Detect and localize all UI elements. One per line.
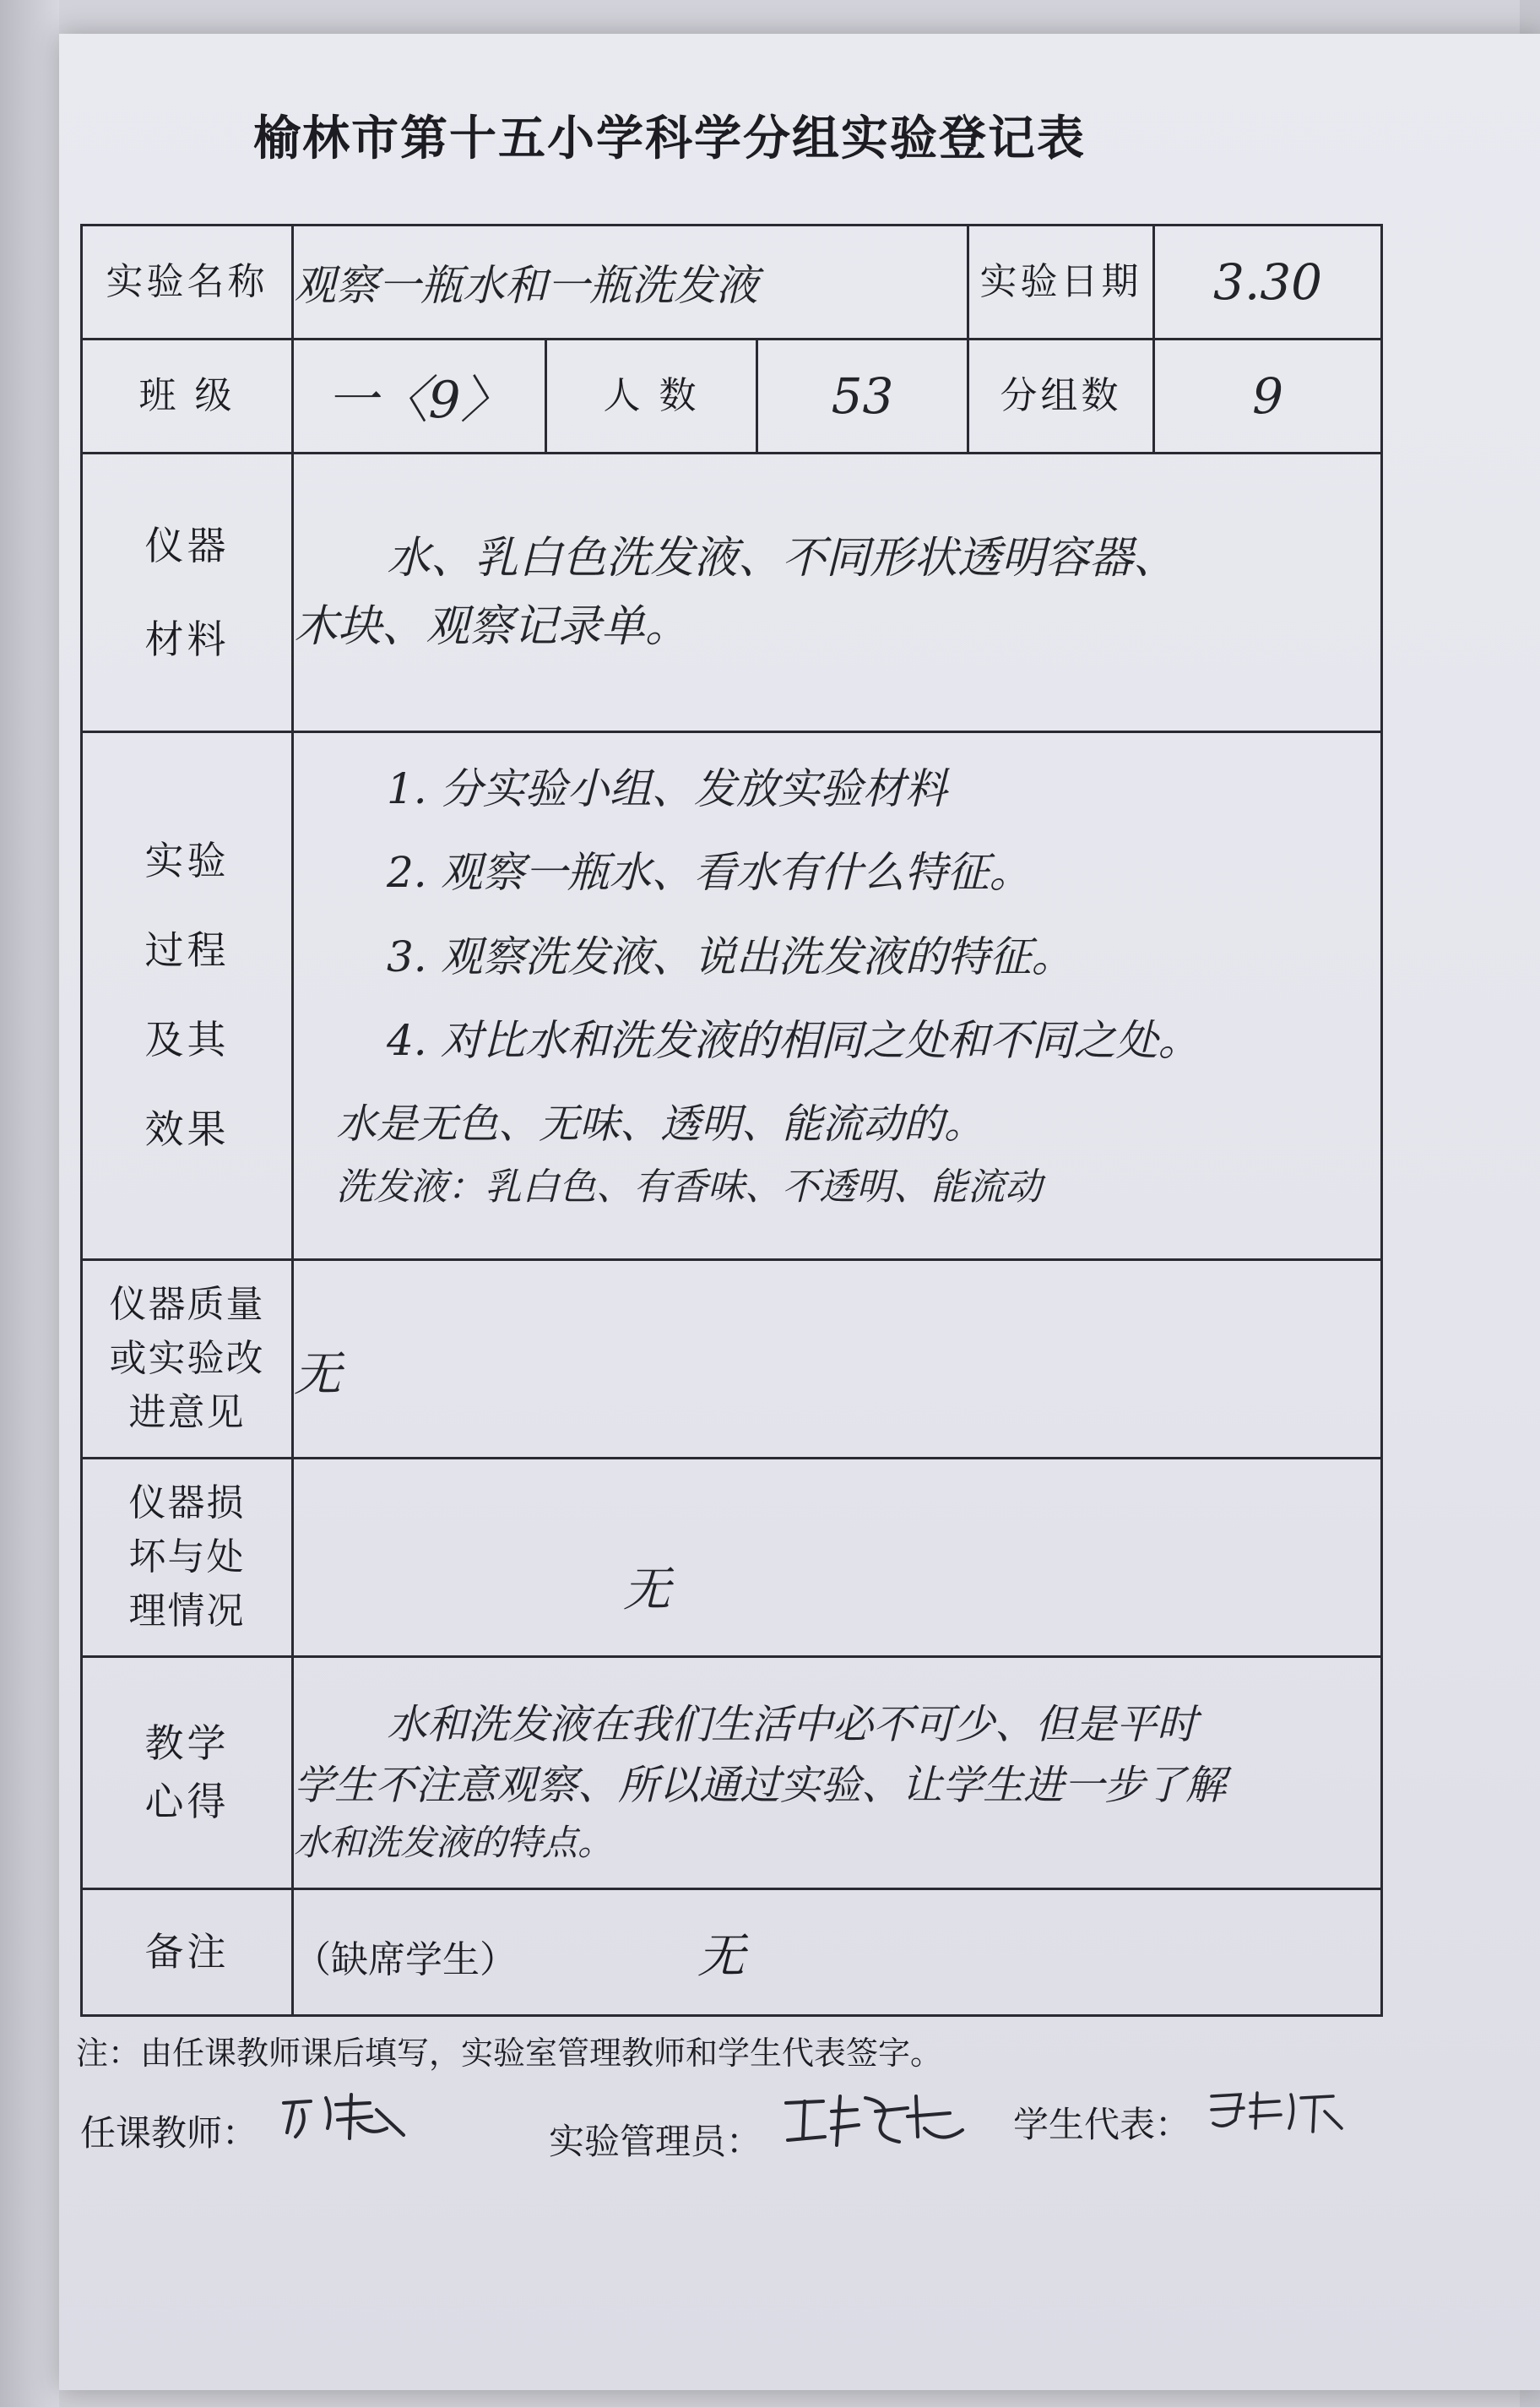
value-equipment [293, 454, 1382, 732]
teacher-signature-scrawl [277, 2086, 412, 2145]
value-reflection [293, 1657, 1382, 1889]
value-quality: 无 [293, 1260, 1382, 1459]
label-equipment-text: 仪器材料 [144, 523, 230, 662]
student-signature-scrawl [1207, 2086, 1350, 2137]
equipment-line-2: 木块、观察记录单。 [294, 600, 690, 652]
page-shadow-top [59, 0, 1540, 34]
label-damage-text: 仪器损坏与处理情况 [128, 1481, 246, 1633]
label-equipment [82, 454, 293, 732]
teacher-label: 任课教师： [80, 2112, 258, 2154]
process-step-4: 4. 对比水和洗发液的相同之处和不同之处。 [387, 1016, 1201, 1066]
process-observation-2: 洗发液：乳白色、有香味、不透明、能流动 [336, 1165, 1042, 1209]
row-remarks [82, 1889, 1382, 2016]
value-remarks [293, 1889, 1382, 2016]
value-experiment-name: 观察一瓶水和一瓶洗发液 [293, 225, 968, 340]
form-title: 榆林市第十五小学科学分组实验登记表 [253, 111, 1086, 166]
label-reflection-text: 教学心得 [144, 1720, 230, 1824]
value-damage: 无 [293, 1459, 1382, 1657]
value-process [293, 732, 1382, 1260]
admin-signature-scrawl [781, 2086, 975, 2154]
equipment-line-1: 水、乳白色洗发液、不同形状透明容器、 [387, 532, 1178, 584]
teacher-signature-row [80, 2086, 412, 2159]
student-label: 学生代表： [1013, 2104, 1191, 2145]
row-process [82, 732, 1382, 1260]
remarks-value: 无 [697, 1928, 745, 1984]
process-step-1: 1. 分实验小组、发放实验材料 [387, 763, 947, 813]
remarks-absent-label: （缺席学生） [294, 1937, 517, 1981]
label-headcount: 人 数 [546, 340, 757, 454]
admin-signature [781, 2105, 975, 2167]
footer-note: 注：由任课教师课后填写，实验室管理教师和学生代表签字。 [76, 2035, 943, 2072]
label-process-text: 实验过程及其效果 [144, 838, 230, 1152]
process-step-2: 2. 观察一瓶水、看水有什么特征。 [387, 848, 1032, 898]
label-damage [82, 1459, 293, 1657]
reflection-line-3: 水和洗发液的特点。 [294, 1821, 614, 1863]
row-damage [82, 1459, 1382, 1657]
reflection-line-2: 学生不注意观察、所以通过实验、让学生进一步了解 [294, 1761, 1227, 1809]
page-shadow-left [0, 0, 59, 2407]
student-signature [1207, 2098, 1350, 2147]
process-observation-1: 水是无色、无味、透明、能流动的。 [336, 1100, 985, 1148]
admin-signature-row [549, 2086, 975, 2167]
row-quality [82, 1260, 1382, 1459]
value-headcount: 53 [757, 340, 968, 454]
row-experiment-name [82, 225, 1382, 340]
row-reflection [82, 1657, 1382, 1889]
label-remarks: 备注 [82, 1889, 293, 2016]
label-process [82, 732, 293, 1260]
row-equipment [82, 454, 1382, 732]
student-signature-row [1013, 2086, 1350, 2148]
label-quality-text: 仪器质量或实验改进意见 [109, 1283, 265, 1434]
reflection-line-1: 水和洗发液在我们生活中必不可少、但是平时 [387, 1700, 1198, 1748]
value-experiment-date: 3.30 [1154, 225, 1382, 340]
label-quality [82, 1260, 293, 1459]
label-reflection [82, 1657, 293, 1889]
label-group-count: 分组数 [968, 340, 1154, 454]
label-class: 班 级 [82, 340, 293, 454]
admin-label: 实验管理员： [549, 2121, 762, 2162]
record-form-table [80, 224, 1383, 2017]
value-group-count: 9 [1154, 340, 1382, 454]
label-experiment-name: 实验名称 [82, 225, 293, 340]
teacher-signature [277, 2096, 412, 2159]
label-experiment-date: 实验日期 [968, 225, 1154, 340]
process-step-3: 3. 观察洗发液、说出洗发液的特征。 [387, 932, 1074, 981]
row-class-info [82, 340, 1382, 454]
value-class: 一〈9〉 [293, 340, 546, 454]
